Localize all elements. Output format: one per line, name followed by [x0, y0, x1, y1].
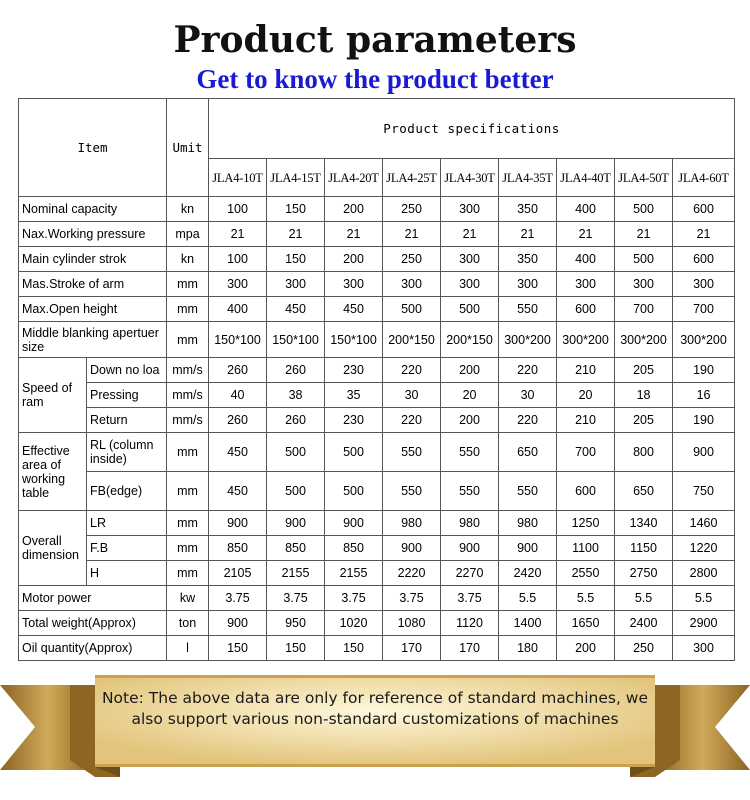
unit-cell: mm/s [167, 383, 209, 408]
sub-row-label: Return [87, 408, 167, 433]
sub-row-label: Down no loa [87, 358, 167, 383]
value-cell: 300 [441, 197, 499, 222]
row-label: Total weight(Approx) [19, 611, 167, 636]
value-cell: 500 [325, 433, 383, 472]
table-row [19, 358, 735, 383]
unit-cell: kn [167, 197, 209, 222]
value-cell: 170 [441, 636, 499, 661]
value-cell: 200 [441, 358, 499, 383]
value-cell: 900 [325, 511, 383, 536]
value-cell: 950 [267, 611, 325, 636]
value-cell: 1250 [557, 511, 615, 536]
value-cell: 16 [673, 383, 735, 408]
page-title: Product parameters [173, 19, 577, 61]
value-cell: 210 [557, 358, 615, 383]
value-cell: 300 [267, 272, 325, 297]
value-cell: 2105 [209, 561, 267, 586]
value-cell: 700 [615, 297, 673, 322]
table-row [19, 297, 735, 322]
value-cell: 500 [383, 297, 441, 322]
value-cell: 500 [441, 297, 499, 322]
value-cell: 300 [209, 272, 267, 297]
value-cell: 350 [499, 197, 557, 222]
table-row [19, 408, 735, 433]
sub-row-label: LR [87, 511, 167, 536]
value-cell: 5.5 [557, 586, 615, 611]
value-cell: 980 [383, 511, 441, 536]
table-row [19, 383, 735, 408]
value-cell: 1460 [673, 511, 735, 536]
value-cell: 980 [441, 511, 499, 536]
page-subtitle: Get to know the product better [196, 64, 554, 94]
value-cell: 21 [499, 222, 557, 247]
value-cell: 300 [441, 272, 499, 297]
value-cell: 800 [615, 433, 673, 472]
table-row [19, 222, 735, 247]
value-cell: 260 [267, 408, 325, 433]
value-cell: 21 [441, 222, 499, 247]
value-cell: 150*100 [267, 322, 325, 358]
row-label: Motor power [19, 586, 167, 611]
value-cell: 300 [441, 247, 499, 272]
value-cell: 400 [209, 297, 267, 322]
value-cell: 650 [499, 433, 557, 472]
value-cell: 300*200 [673, 322, 735, 358]
value-cell: 3.75 [267, 586, 325, 611]
value-cell: 20 [557, 383, 615, 408]
value-cell: 250 [383, 247, 441, 272]
sub-row-label: H [87, 561, 167, 586]
value-cell: 500 [325, 472, 383, 511]
value-cell: 1150 [615, 536, 673, 561]
value-cell: 200*150 [441, 322, 499, 358]
value-cell: 180 [499, 636, 557, 661]
value-cell: 550 [441, 472, 499, 511]
header-row [19, 99, 735, 159]
table-row [19, 536, 735, 561]
row-label: Nominal capacity [19, 197, 167, 222]
value-cell: 1400 [499, 611, 557, 636]
value-cell: 150 [325, 636, 383, 661]
unit-cell: mm [167, 536, 209, 561]
value-cell: 2270 [441, 561, 499, 586]
item-header: Item [19, 99, 167, 197]
value-cell: 35 [325, 383, 383, 408]
row-label: Middle blanking apertuer size [19, 322, 167, 358]
table-row [19, 511, 735, 536]
value-cell: 21 [209, 222, 267, 247]
value-cell: 900 [673, 433, 735, 472]
model-header-cell: JLA4-50T [615, 159, 673, 197]
model-header-cell: JLA4-25T [383, 159, 441, 197]
value-cell: 200 [441, 408, 499, 433]
note-text [100, 688, 650, 730]
value-cell: 18 [615, 383, 673, 408]
value-cell: 5.5 [673, 586, 735, 611]
group-label: Overall dimension [19, 511, 87, 586]
value-cell: 450 [267, 297, 325, 322]
value-cell: 300*200 [557, 322, 615, 358]
row-label: Nax.Working pressure [19, 222, 167, 247]
value-cell: 450 [325, 297, 383, 322]
value-cell: 38 [267, 383, 325, 408]
unit-cell: mm [167, 561, 209, 586]
unit-header: Umit [167, 99, 209, 197]
value-cell: 850 [209, 536, 267, 561]
unit-cell: kn [167, 247, 209, 272]
value-cell: 205 [615, 408, 673, 433]
value-cell: 450 [209, 433, 267, 472]
value-cell: 350 [499, 247, 557, 272]
value-cell: 500 [615, 247, 673, 272]
value-cell: 21 [383, 222, 441, 247]
value-cell: 260 [267, 358, 325, 383]
value-cell: 2550 [557, 561, 615, 586]
value-cell: 3.75 [209, 586, 267, 611]
value-cell: 550 [441, 433, 499, 472]
value-cell: 1120 [441, 611, 499, 636]
value-cell: 700 [557, 433, 615, 472]
value-cell: 21 [325, 222, 383, 247]
row-label: Oil quantity(Approx) [19, 636, 167, 661]
value-cell: 260 [209, 358, 267, 383]
value-cell: 600 [673, 247, 735, 272]
model-header-cell: JLA4-20T [325, 159, 383, 197]
table-row [19, 247, 735, 272]
unit-cell: mm [167, 511, 209, 536]
value-cell: 150 [267, 197, 325, 222]
value-cell: 200 [325, 247, 383, 272]
value-cell: 150*100 [325, 322, 383, 358]
model-header-cell: JLA4-15T [267, 159, 325, 197]
value-cell: 150 [267, 636, 325, 661]
value-cell: 250 [615, 636, 673, 661]
value-cell: 500 [267, 472, 325, 511]
table-row [19, 472, 735, 511]
value-cell: 150 [209, 636, 267, 661]
table-row [19, 322, 735, 358]
value-cell: 1220 [673, 536, 735, 561]
value-cell: 750 [673, 472, 735, 511]
value-cell: 3.75 [383, 586, 441, 611]
value-cell: 980 [499, 511, 557, 536]
value-cell: 200 [557, 636, 615, 661]
value-cell: 900 [383, 536, 441, 561]
value-cell: 5.5 [615, 586, 673, 611]
value-cell: 400 [557, 247, 615, 272]
unit-cell: kw [167, 586, 209, 611]
value-cell: 1080 [383, 611, 441, 636]
value-cell: 500 [267, 433, 325, 472]
spec-table-body [19, 99, 735, 661]
value-cell: 650 [615, 472, 673, 511]
note-line-2: also support various non-standard customizations of machines [131, 710, 619, 728]
unit-cell: mm/s [167, 358, 209, 383]
model-header-cell: JLA4-40T [557, 159, 615, 197]
value-cell: 1020 [325, 611, 383, 636]
unit-cell: mpa [167, 222, 209, 247]
value-cell: 300 [325, 272, 383, 297]
value-cell: 600 [673, 197, 735, 222]
value-cell: 550 [499, 472, 557, 511]
value-cell: 230 [325, 358, 383, 383]
value-cell: 300 [673, 636, 735, 661]
row-label: Max.Open height [19, 297, 167, 322]
value-cell: 220 [383, 408, 441, 433]
value-cell: 300 [499, 272, 557, 297]
table-row [19, 433, 735, 472]
value-cell: 5.5 [499, 586, 557, 611]
value-cell: 900 [441, 536, 499, 561]
note-banner [0, 665, 750, 800]
value-cell: 2900 [673, 611, 735, 636]
value-cell: 550 [383, 472, 441, 511]
value-cell: 700 [673, 297, 735, 322]
value-cell: 550 [383, 433, 441, 472]
value-cell: 150 [267, 247, 325, 272]
value-cell: 850 [267, 536, 325, 561]
value-cell: 1340 [615, 511, 673, 536]
value-cell: 400 [557, 197, 615, 222]
value-cell: 500 [615, 197, 673, 222]
value-cell: 21 [615, 222, 673, 247]
value-cell: 1650 [557, 611, 615, 636]
table-row [19, 636, 735, 661]
group-label: Effective area of working table [19, 433, 87, 511]
table-row [19, 586, 735, 611]
value-cell: 100 [209, 247, 267, 272]
value-cell: 2750 [615, 561, 673, 586]
value-cell: 300 [615, 272, 673, 297]
value-cell: 3.75 [325, 586, 383, 611]
value-cell: 300*200 [499, 322, 557, 358]
group-label: Speed of ram [19, 358, 87, 433]
unit-cell: mm [167, 272, 209, 297]
value-cell: 220 [499, 358, 557, 383]
value-cell: 20 [441, 383, 499, 408]
model-header-cell: JLA4-10T [209, 159, 267, 197]
value-cell: 150*100 [209, 322, 267, 358]
value-cell: 220 [383, 358, 441, 383]
value-cell: 170 [383, 636, 441, 661]
value-cell: 190 [673, 358, 735, 383]
value-cell: 210 [557, 408, 615, 433]
value-cell: 300 [383, 272, 441, 297]
value-cell: 2155 [267, 561, 325, 586]
value-cell: 260 [209, 408, 267, 433]
unit-cell: mm/s [167, 408, 209, 433]
value-cell: 100 [209, 197, 267, 222]
table-row [19, 272, 735, 297]
value-cell: 3.75 [441, 586, 499, 611]
value-cell: 850 [325, 536, 383, 561]
unit-cell: mm [167, 322, 209, 358]
value-cell: 220 [499, 408, 557, 433]
unit-cell: mm [167, 433, 209, 472]
unit-cell: mm [167, 472, 209, 511]
model-header-cell: JLA4-60T [673, 159, 735, 197]
value-cell: 190 [673, 408, 735, 433]
value-cell: 205 [615, 358, 673, 383]
value-cell: 200*150 [383, 322, 441, 358]
value-cell: 900 [267, 511, 325, 536]
value-cell: 21 [557, 222, 615, 247]
value-cell: 1100 [557, 536, 615, 561]
value-cell: 300 [557, 272, 615, 297]
value-cell: 900 [209, 611, 267, 636]
value-cell: 21 [673, 222, 735, 247]
value-cell: 2155 [325, 561, 383, 586]
ribbon-graphic [0, 665, 750, 800]
value-cell: 450 [209, 472, 267, 511]
sub-row-label: FB(edge) [87, 472, 167, 511]
unit-cell: mm [167, 297, 209, 322]
table-row [19, 197, 735, 222]
model-header-cell: JLA4-30T [441, 159, 499, 197]
spec-header: Product specifications [209, 99, 735, 159]
value-cell: 21 [267, 222, 325, 247]
value-cell: 300 [673, 272, 735, 297]
value-cell: 900 [209, 511, 267, 536]
value-cell: 550 [499, 297, 557, 322]
unit-cell: l [167, 636, 209, 661]
value-cell: 30 [383, 383, 441, 408]
value-cell: 230 [325, 408, 383, 433]
row-label: Main cylinder strok [19, 247, 167, 272]
note-line-1: Note: The above data are only for reference of standard machines, we [101, 689, 649, 707]
value-cell: 2220 [383, 561, 441, 586]
value-cell: 250 [383, 197, 441, 222]
sub-row-label: Pressing [87, 383, 167, 408]
value-cell: 600 [557, 297, 615, 322]
value-cell: 2420 [499, 561, 557, 586]
value-cell: 300*200 [615, 322, 673, 358]
spec-table [18, 98, 735, 661]
value-cell: 30 [499, 383, 557, 408]
sub-row-label: RL (column inside) [87, 433, 167, 472]
value-cell: 600 [557, 472, 615, 511]
unit-cell: ton [167, 611, 209, 636]
table-row [19, 611, 735, 636]
value-cell: 2400 [615, 611, 673, 636]
value-cell: 200 [325, 197, 383, 222]
model-header-cell: JLA4-35T [499, 159, 557, 197]
value-cell: 40 [209, 383, 267, 408]
table-row [19, 561, 735, 586]
value-cell: 2800 [673, 561, 735, 586]
value-cell: 900 [499, 536, 557, 561]
sub-row-label: F.B [87, 536, 167, 561]
row-label: Mas.Stroke of arm [19, 272, 167, 297]
